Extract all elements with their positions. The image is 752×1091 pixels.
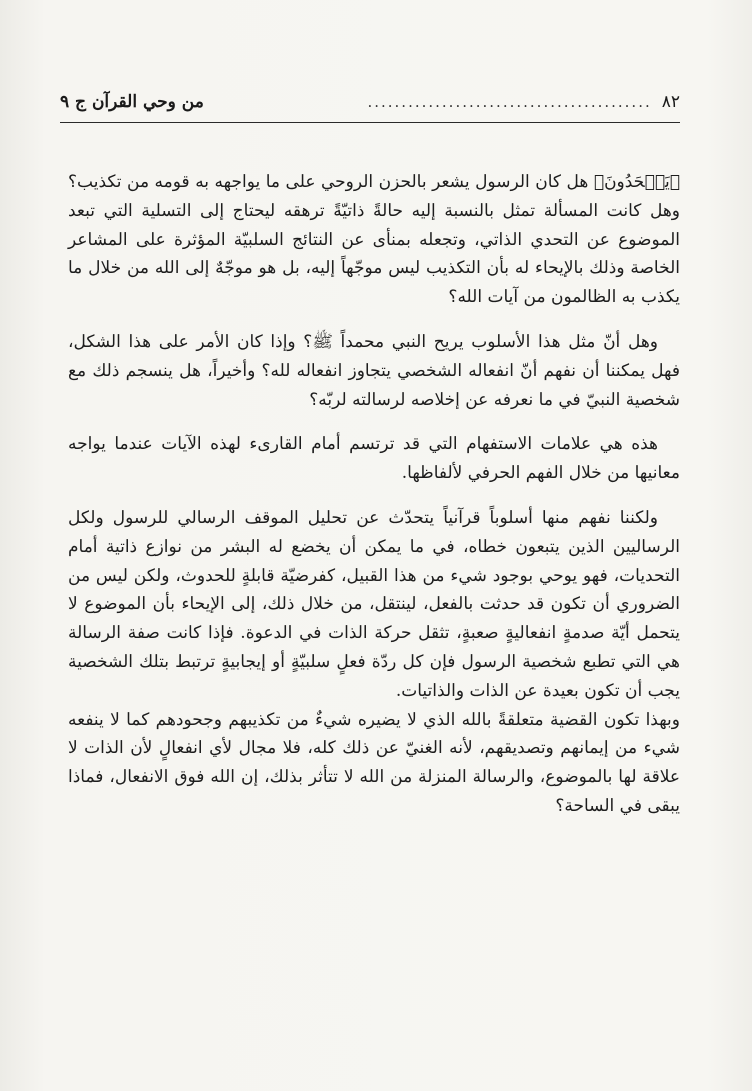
header-rule bbox=[60, 122, 680, 123]
running-header bbox=[60, 92, 680, 112]
paragraph: وبهذا تكون القضية متعلقةً بالله الذي لا يضيره شيءٌ من تكذيبهم وجحودهم كما لا ينفعه شيء من إيمانهم وتصديقهم، لأنه الغنيّ عن ذلك كله، فلا مجال لأي انفعالٍ لأن الذات لا علاقة لها بالموضوع، والرسالة المنزلة من الله لا تتأثر بذلك، إن الله فوق الانفعال، فماذا يبقى في الساحة؟ bbox=[68, 709, 680, 816]
page-number: ٨٢ bbox=[661, 92, 680, 112]
paragraph: وهل أنّ مثل هذا الأسلوب يريح النبي محمداً ﷺ؟ وإذا كان الأمر على هذا الشكل، فهل يمكننا أن نفهم أنّ انفعاله الشخصي يتجاوز انفعاله لله؟ وأخيراً، هل ينسجم ذلك مع شخصية النبيّ في ما نعرفه عن إخلاصه لرسالته لربّه؟ bbox=[68, 331, 680, 410]
leader-dots: .......................................... bbox=[367, 93, 652, 111]
book-title: من وحي القرآن ج ٩ bbox=[60, 92, 204, 112]
paragraph: ولكننا نفهم منها أسلوباً قرآنياً يتحدّث عن تحليل الموقف الرسالي للرسول ولكل الرساليين الذين يتبعون خطاه، في ما يمكن أن يخضع له البشر من نوازع ذاتية أمام التحديات، فهو يوحي بوجود شيء من هذا القبيل، كفرضيّة قابلةٍ للحدوث، ولكن ليس من الضروري أن تكون قد حدثت بالفعل، لينتقل، من خلال ذلك، إلى الإيحاء بأن الموضوع لا يتحمل أيّة صدمةٍ انفعاليةٍ صعبةٍ، تثقل حركة الذات في الدعوة. فإذا كانت صفة الرسالة هي التي تطبع شخصية الرسول فإن كل ردّة فعلٍ سلبيّةٍ أو إيجابيةٍ ترتبط بتلك الشخصية يجب أن تكون بعيدة عن الذات والذاتيات. bbox=[68, 507, 680, 701]
paragraph: ﴿يَجۡحَدُونَ﴾ هل كان الرسول يشعر بالحزن الروحي على ما يواجهه به قومه من تكذيب؟ وهل كانت المسألة تمثل بالنسبة إليه حالةً ذاتيّةً ترهقه ليحتاج إلى التسلية التي تبعد الموضوع عن التحدي الذاتي، وتجعله بمنأى عن النتائج السلبيّة المؤثرة على المشاعر الخاصة وذلك بالإيحاء له بأن التكذيب ليس موجّهاً إليه، بل هو موجّهٌ إلى الله من خلال ما يكذب به الظالمون من آيات الله؟ bbox=[68, 172, 680, 308]
paragraph: هذه هي علامات الاستفهام التي قد ترتسم أمام القارىء لهذه الآيات عندما يواجه معانيها من خلال الفهم الحرفي لألفاظها. bbox=[68, 434, 680, 484]
page-body bbox=[68, 168, 680, 837]
